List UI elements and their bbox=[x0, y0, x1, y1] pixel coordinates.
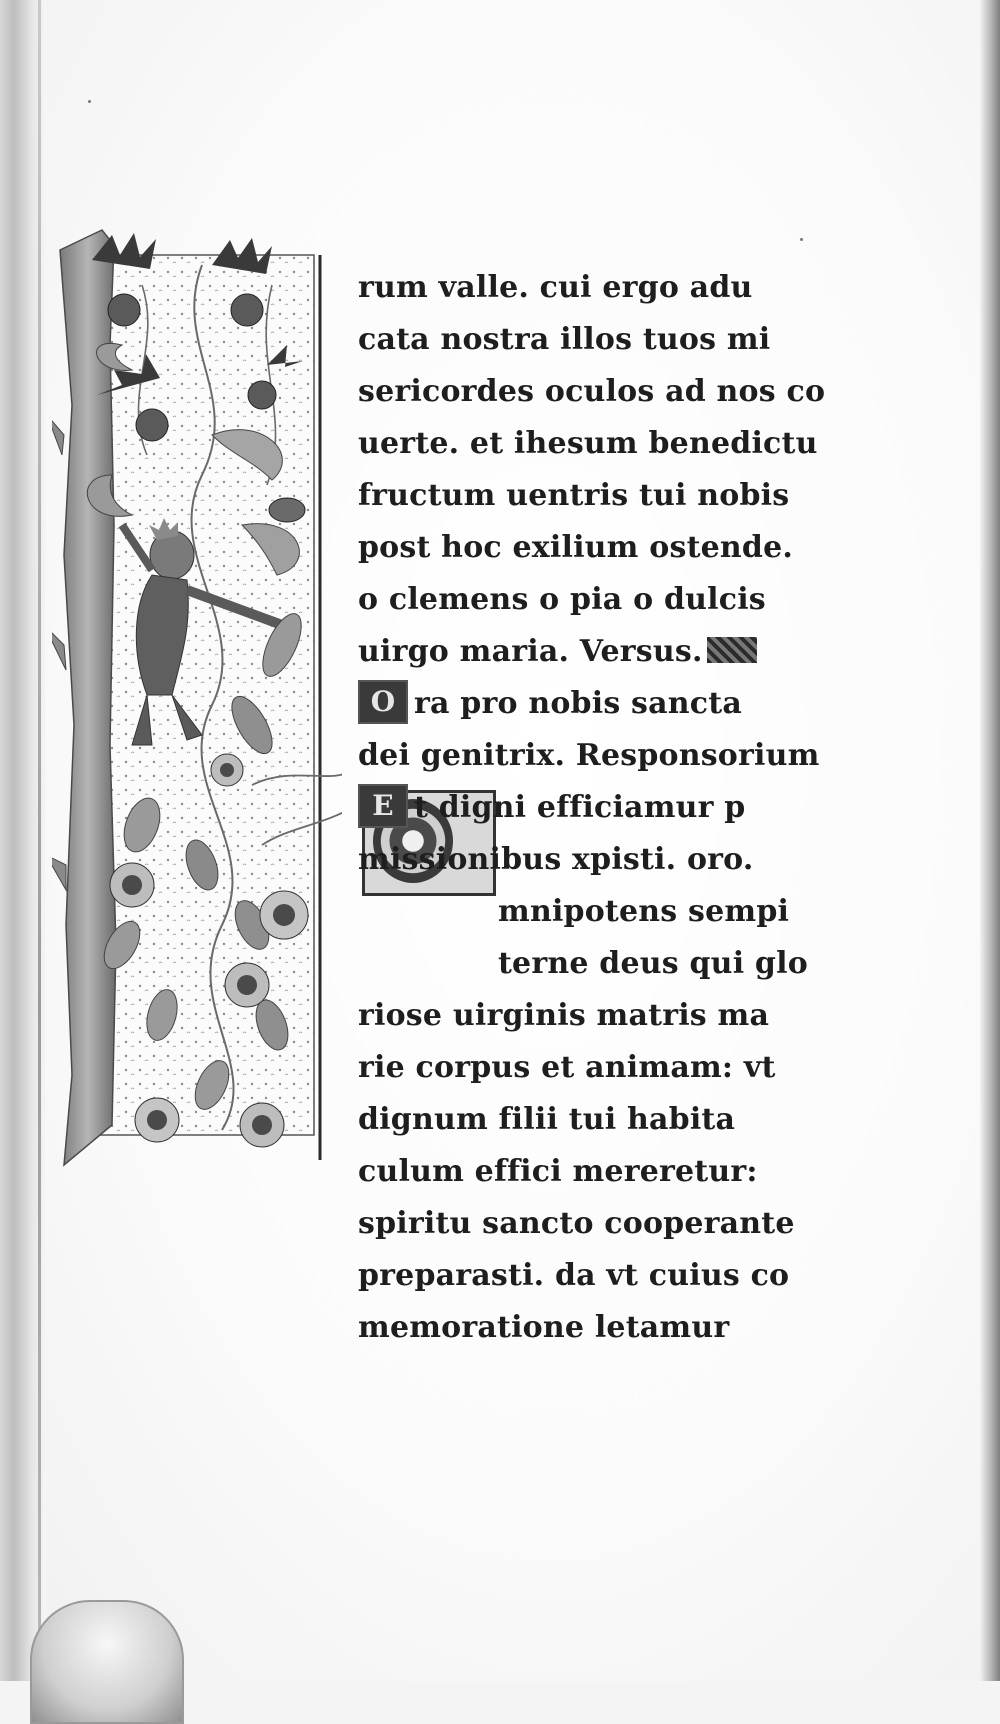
branch-stub bbox=[52, 415, 64, 455]
tree-trunk bbox=[60, 230, 116, 1165]
text-line: mnipotens sempi bbox=[498, 894, 790, 929]
text-line bbox=[358, 626, 918, 678]
text-line: sericordes oculos ad nos co bbox=[358, 374, 826, 409]
text-line: rie corpus et animam: vt bbox=[358, 1050, 776, 1085]
text-line: fructum uentris tui nobis bbox=[358, 478, 790, 513]
text-line: post hoc exilium ostende. bbox=[358, 530, 794, 565]
rosette-flower bbox=[135, 1098, 179, 1142]
text-line: dignum filii tui habita bbox=[358, 1102, 736, 1137]
text-line: dei genitrix. Responsorium bbox=[358, 738, 820, 773]
text-line: preparasti. da vt cuius co bbox=[358, 1258, 790, 1293]
text-line: missionibus xpisti. oro. bbox=[358, 842, 754, 877]
rosette-flower bbox=[225, 963, 269, 1007]
clasp-shape bbox=[30, 1600, 184, 1724]
text-line bbox=[358, 782, 918, 834]
text-line: riose uirginis matris ma bbox=[358, 998, 770, 1033]
text-line: culum effici mereretur: bbox=[358, 1154, 758, 1189]
illuminated-border bbox=[52, 225, 342, 1170]
binding-edge-line bbox=[38, 0, 41, 1681]
text-line-content: ra pro nobis sancta bbox=[414, 686, 742, 721]
versal-initial-e: E bbox=[358, 784, 408, 828]
versal-initial-o: O bbox=[358, 680, 408, 724]
border-decoration-svg bbox=[52, 225, 342, 1170]
branch-stub bbox=[52, 625, 66, 670]
text-line: spiritu sancto cooperante bbox=[358, 1206, 795, 1241]
text-line: uerte. et ihesum benedictu bbox=[358, 426, 818, 461]
branch-stub bbox=[52, 855, 66, 890]
page-right-edge bbox=[980, 0, 1000, 1681]
text-line-content: uirgo maria. Versus. bbox=[358, 634, 703, 669]
text-line: o clemens o pia o dulcis bbox=[358, 582, 766, 617]
ink-speck bbox=[88, 100, 91, 103]
rosette-flower bbox=[240, 1103, 284, 1147]
text-block bbox=[358, 262, 918, 1354]
line-filler bbox=[707, 637, 757, 663]
rosette-flower bbox=[260, 891, 308, 939]
text-line: memoratione letamur bbox=[358, 1310, 730, 1345]
text-line: rum valle. cui ergo adu bbox=[358, 270, 753, 305]
rosette-flower bbox=[110, 863, 154, 907]
text-line: cata nostra illos tuos mi bbox=[358, 322, 771, 357]
ink-speck bbox=[800, 238, 803, 241]
rosette-flower bbox=[211, 754, 243, 786]
text-line: terne deus qui glo bbox=[498, 946, 808, 981]
text-line-content: t digni efficiamur p bbox=[414, 790, 746, 825]
fruit-pod bbox=[269, 498, 305, 522]
text-line bbox=[358, 678, 918, 730]
